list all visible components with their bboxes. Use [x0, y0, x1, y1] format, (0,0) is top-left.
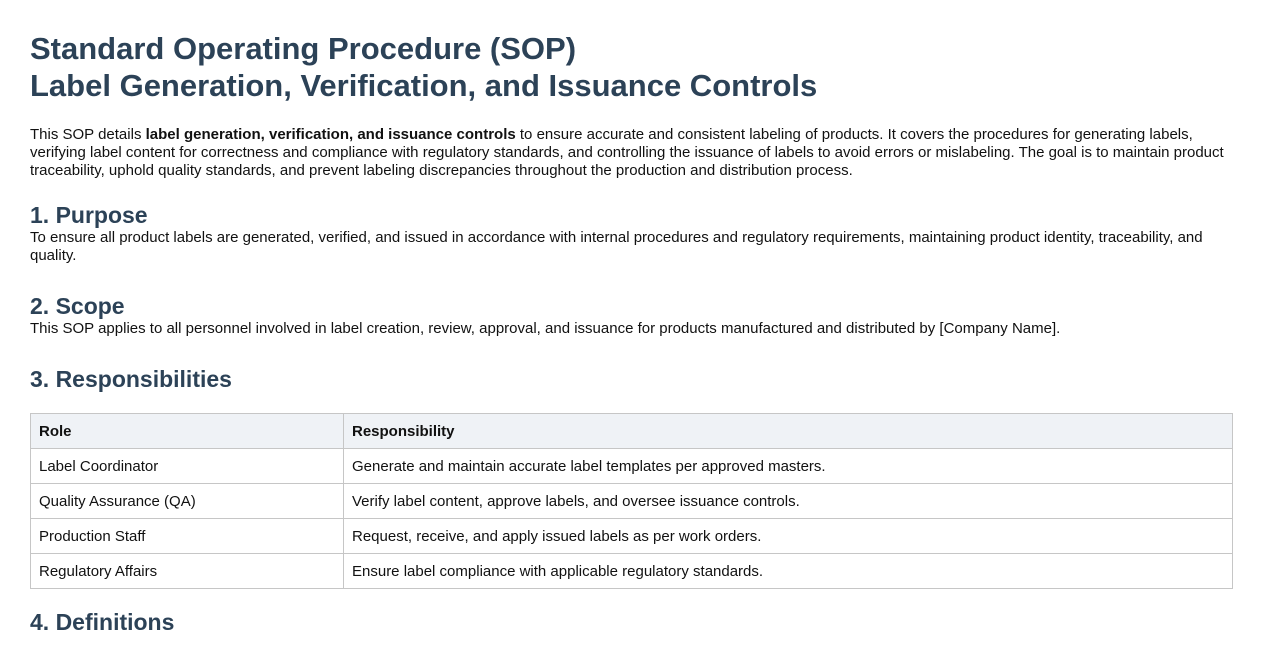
- scope-heading: 2. Scope: [30, 293, 125, 319]
- scope-text: This SOP applies to all personnel involved in label creation, review, approval, and issuance for products manufactured and distributed by [Company Name].: [30, 320, 1061, 337]
- responsibility-cell: Request, receive, and apply issued labels as per work orders.: [344, 519, 1233, 554]
- responsibility-cell: Verify label content, approve labels, and oversee issuance controls.: [344, 484, 1233, 519]
- intro-prefix: This SOP details: [30, 126, 146, 143]
- responsibilities-heading: 3. Responsibilities: [30, 366, 232, 392]
- table-row: [31, 519, 1233, 554]
- table-row: [31, 449, 1233, 484]
- definitions-heading: 4. Definitions: [30, 609, 175, 635]
- column-header-role: Role: [31, 414, 344, 449]
- responsibility-cell: Generate and maintain accurate label templates per approved masters.: [344, 449, 1233, 484]
- intro-bold: label generation, verification, and issuance controls: [145, 126, 516, 143]
- purpose-text: To ensure all product labels are generated, verified, and issued in accordance with internal procedures and regulatory requirements, maintaining product identity, traceability, and quality.: [30, 229, 1203, 264]
- purpose-heading: 1. Purpose: [30, 202, 148, 228]
- responsibilities-table: [30, 413, 1233, 589]
- title-line-2: Label Generation, Verification, and Issuance Controls: [30, 68, 818, 103]
- column-header-responsibility: Responsibility: [344, 414, 1233, 449]
- role-cell: Quality Assurance (QA): [31, 484, 344, 519]
- table-row: [31, 484, 1233, 519]
- table-row: [31, 554, 1233, 589]
- document-title: [30, 30, 1233, 104]
- role-cell: Regulatory Affairs: [31, 554, 344, 589]
- intro-paragraph: [30, 126, 1233, 180]
- table-header-row: [31, 414, 1233, 449]
- intro-suffix: to ensure accurate and consistent labeling of products. It covers the procedures for generating labels, verifying label content for correctness and compliance with regulatory standards, and controlling the issuance of labels to avoid errors or mislabeling. The goal is to maintain product traceability, uphold quality standards, and prevent labeling discrepancies throughout the production and distribution process.: [30, 126, 1224, 179]
- role-cell: Production Staff: [31, 519, 344, 554]
- title-line-1: Standard Operating Procedure (SOP): [30, 31, 577, 66]
- responsibility-cell: Ensure label compliance with applicable regulatory standards.: [344, 554, 1233, 589]
- role-cell: Label Coordinator: [31, 449, 344, 484]
